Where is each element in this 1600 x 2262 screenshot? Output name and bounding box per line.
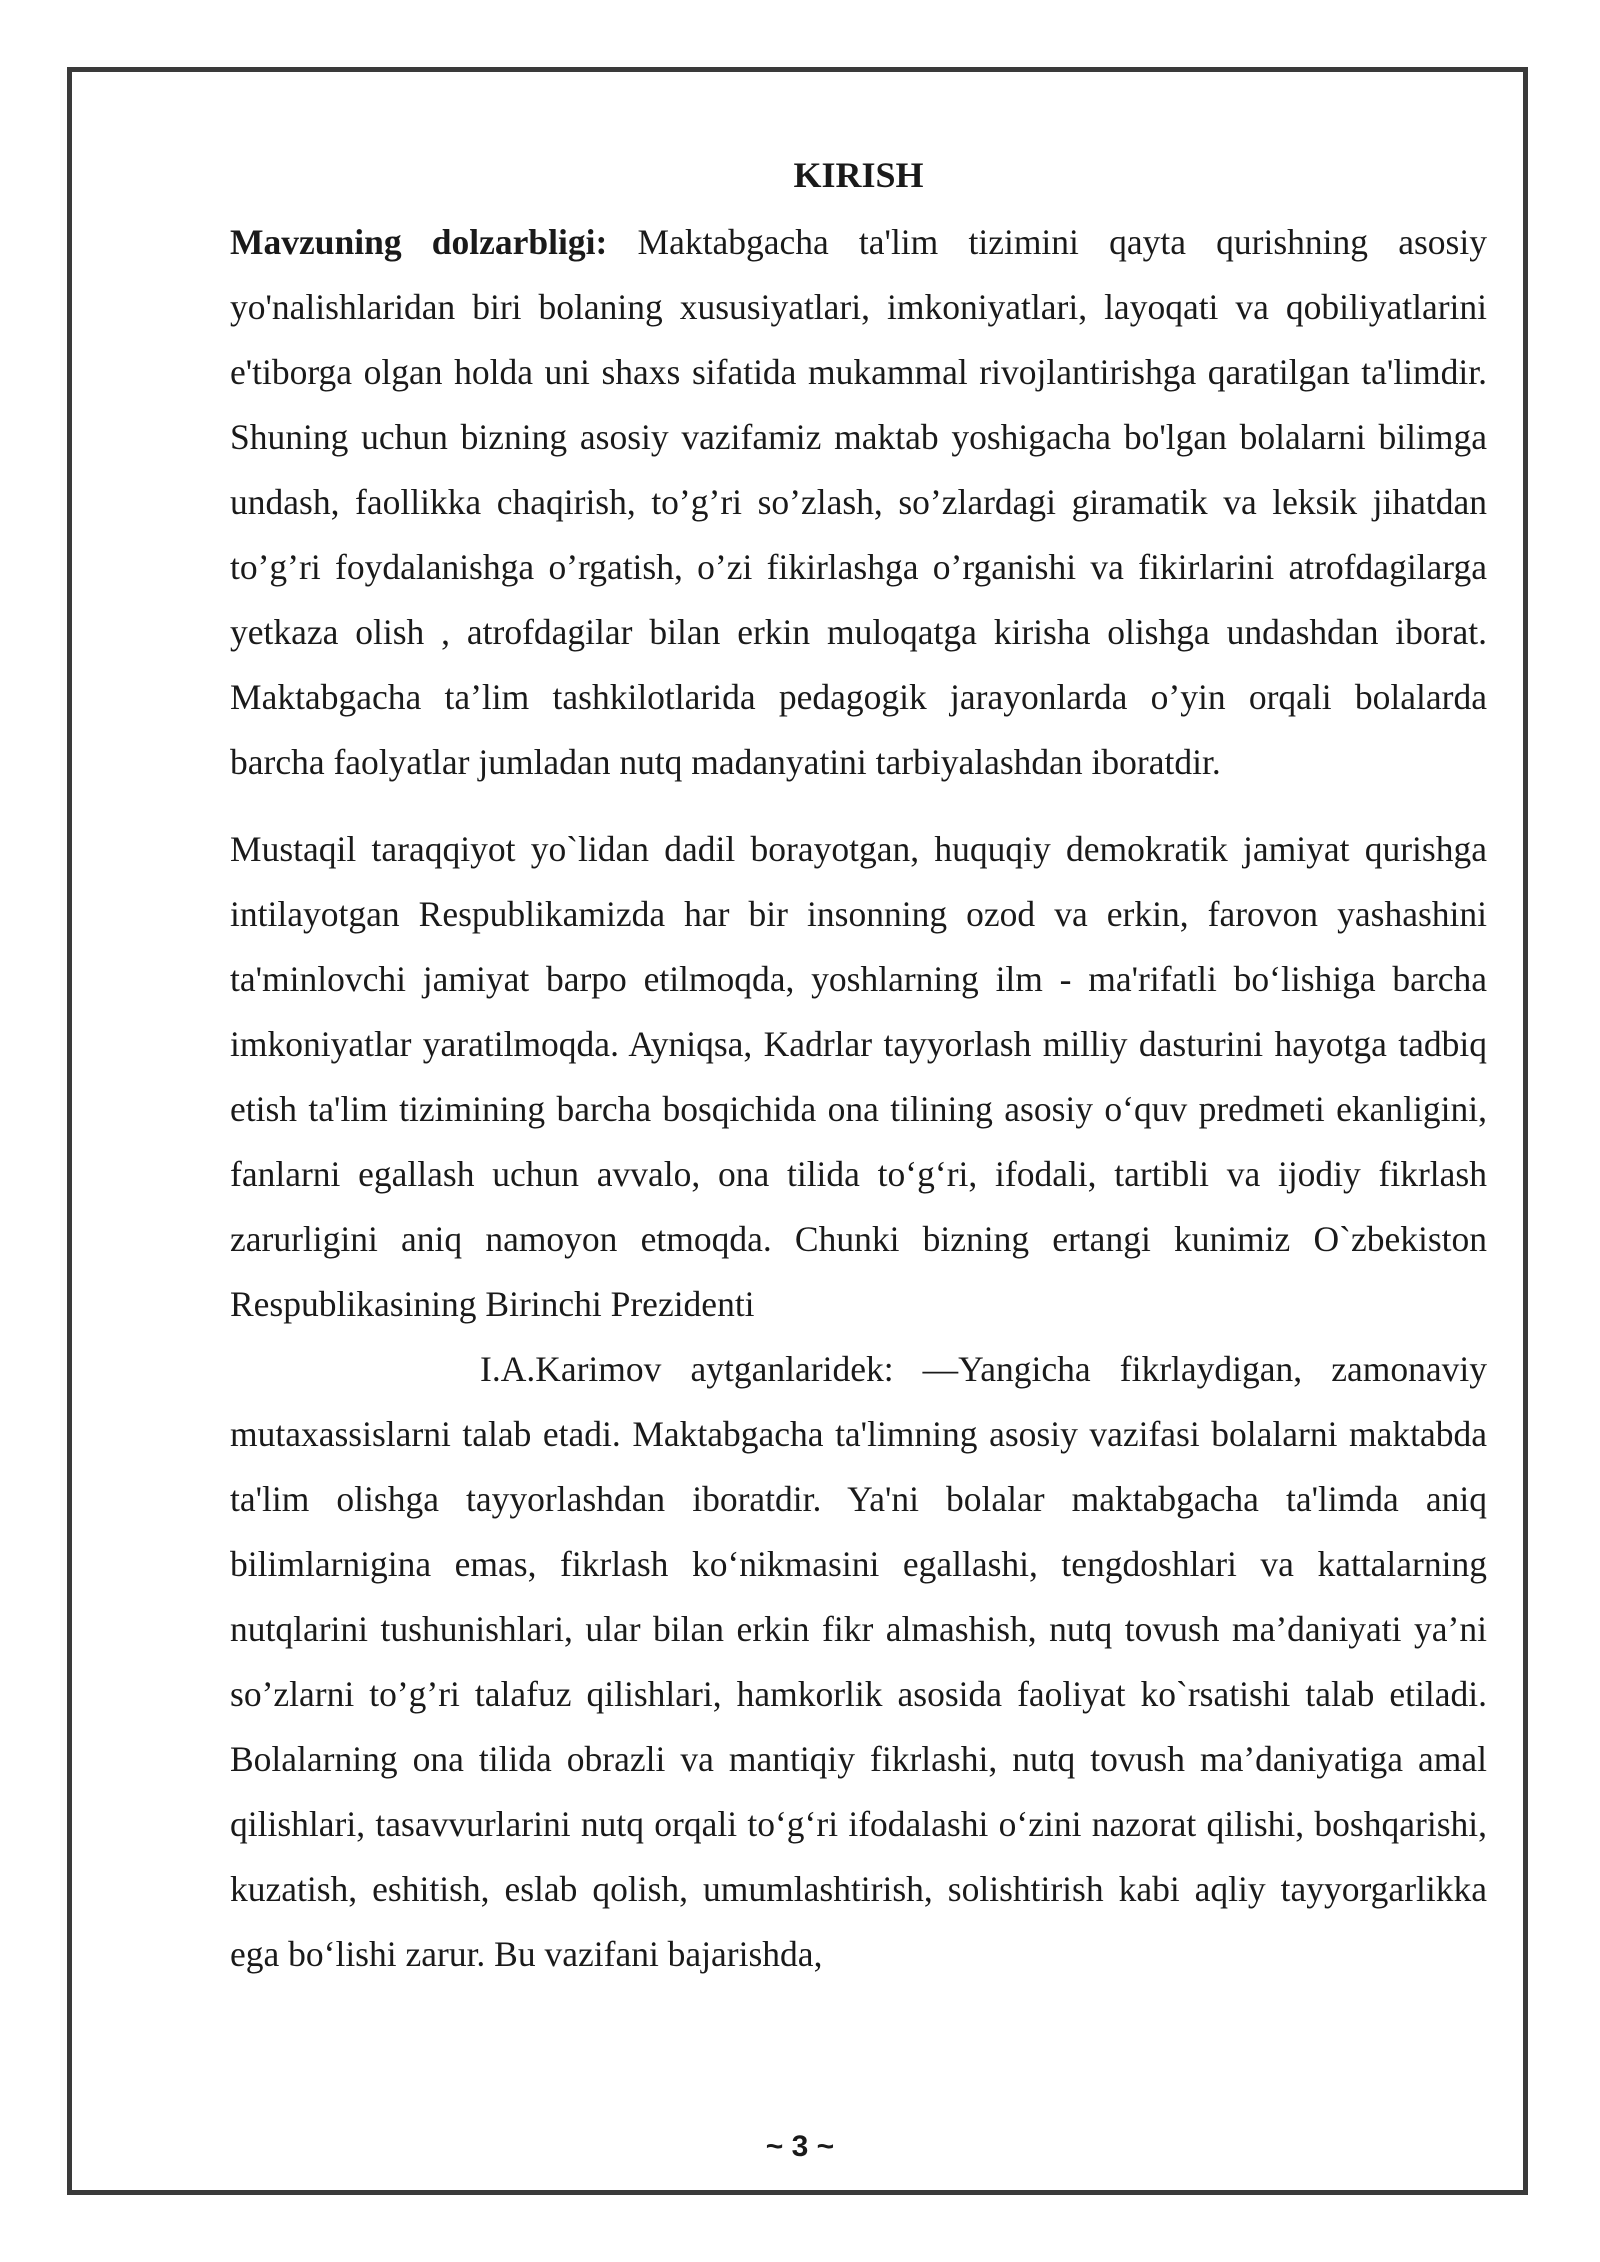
page-number: ~ 3 ~ (765, 2130, 835, 2163)
paragraph-text: Maktabgacha ta'lim tizimini qayta qurishning asosiy yo'nalishlaridan biri bolaning xususiyatlari, imkoniyatlari, layoqati va qobiliyatlarini e'tiborga olgan holda uni shaxs sifatida mukammal rivojlantirishga qaratilgan ta'limdir. Shuning uchun bizning asosiy vazifamiz maktab yoshigacha bo'lgan bolalarni bilimga undash, faollikka chaqirish, to’g’ri so’zlash, so’zlardagi giramatik va leksik jihatdan to’g’ri foydalanishga o’rgatish, o’zi fikirlashga o’rganishi va fikirlarini atrofdagilarga yetkaza olish , atrofdagilar bilan erkin muloqatga kirisha olishga undashdan iborat. Maktabgacha ta’lim tashkilotlarida pedagogik jarayonlarda o’yin orqali bolalarda barcha faolyatlar jumladan nutq madanyatini tarbiyalashdan iboratdir. (230, 222, 1487, 782)
paragraph-karimov-quote: I.A.Karimov aytganlaridek: ―Yangicha fikrlaydigan, zamonaviy mutaxassislarni talab etadi. Maktabgacha ta'limning asosiy vazifasi bolalarni maktabda ta'lim olishga tayyorlashdan iboratdir. Ya'ni bolalar maktabgacha ta'limda aniq bilimlarnigina emas, fikrlash ko‘nikmasini egallashi, tengdoshlari va kattalarning nutqlarini tushunishlari, ular bilan erkin fikr almashish, nutq tovush ma’daniyati ya’ni so’zlarni to’g’ri talafuz qilishlari, hamkorlik asosida faoliyat ko`rsatishi talab etiladi. Bolalarning ona tilida obrazli va mantiqiy fikrlashi, nutq tovush ma’daniyatiga amal qilishlari, tasavvurlarini nutq orqali to‘g‘ri ifodalashi o‘zini nazorat qilishi, boshqarishi, kuzatish, eshitish, eslab qolish, umumlashtirish, solishtirish kabi aqliy tayyorgarlikka ega bo‘lishi zarur. Bu vazifani bajarishda, (230, 1349, 1487, 1974)
paragraph-lead: Mavzuning dolzarbligi: (230, 222, 608, 262)
paragraph-independence: Mustaqil taraqqiyot yo`lidan dadil borayotgan, huquqiy demokratik jamiyat qurishga intilayotgan Respublikamizda har bir insonning ozod va erkin, farovon yashashini ta'minlovchi jamiyat barpo etilmoqda, yoshlarning ilm - ma'rifatli bo‘lishiga barcha imkoniyatlar yaratilmoqda. Ayniqsa, Kadrlar tayyorlash milliy dasturini hayotga tadbiq etish ta'lim tizimining barcha bosqichida ona tilining asosiy o‘quv predmeti ekanligini, fanlarni egallash uchun avvalo, ona tilida to‘g‘ri, ifodali, tartibli va ijodiy fikrlash zarurligini aniq namoyon etmoqda. Chunki bizning ertangi kunimiz O`zbekiston Respublikasining Birinchi Prezidenti (230, 829, 1487, 1324)
page-content (230, 145, 1487, 1987)
paragraph-relevance (230, 210, 1487, 795)
section-title: KIRISH (793, 155, 924, 195)
